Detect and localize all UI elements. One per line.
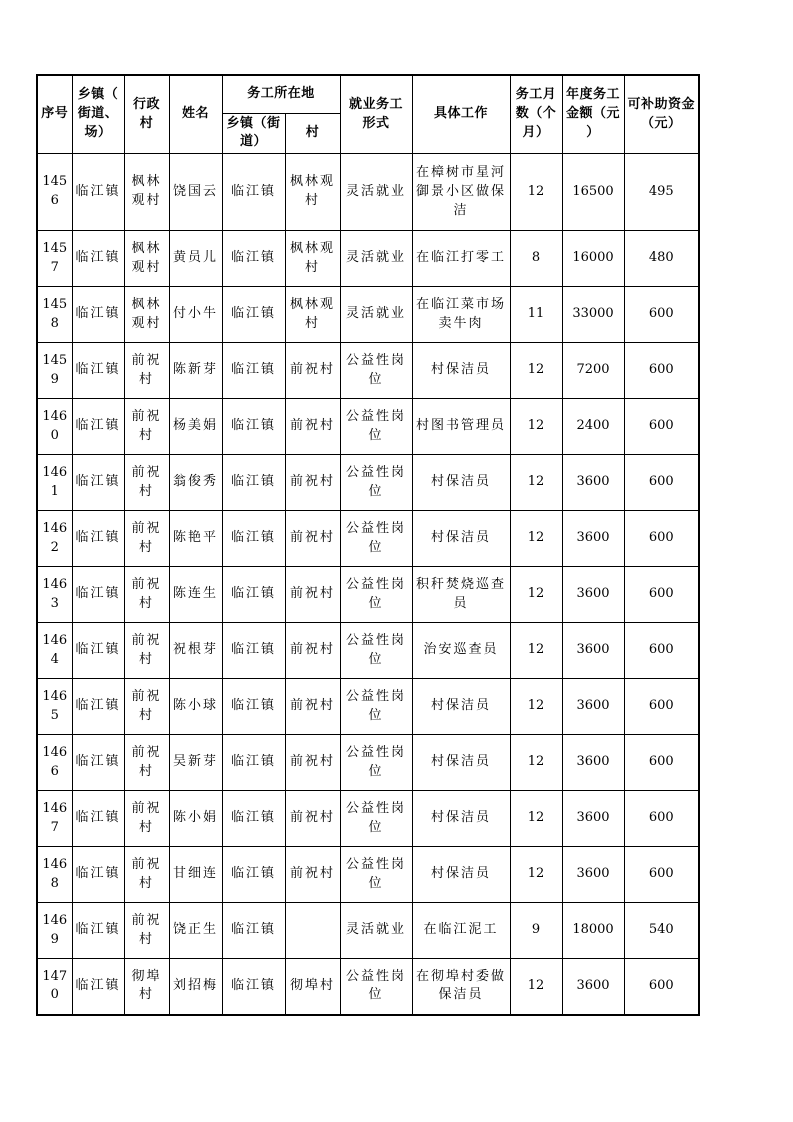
cell-name: 杨美娟 (169, 399, 222, 455)
cell-employment-type: 公益性岗位 (340, 343, 412, 399)
cell-subsidy: 600 (624, 567, 699, 623)
cell-work-village: 枫林观村 (285, 231, 340, 287)
cell-township: 临江镇 (72, 903, 124, 959)
cell-job: 在临江打零工 (412, 231, 510, 287)
cell-subsidy: 600 (624, 679, 699, 735)
cell-work-township: 临江镇 (222, 735, 285, 791)
cell-serial: 1467 (37, 791, 72, 847)
cell-work-village: 前祝村 (285, 567, 340, 623)
cell-work-village: 前祝村 (285, 511, 340, 567)
cell-months: 11 (510, 287, 562, 343)
header-serial: 序号 (37, 75, 72, 154)
cell-work-township: 临江镇 (222, 959, 285, 1015)
cell-serial: 1462 (37, 511, 72, 567)
cell-work-township: 临江镇 (222, 903, 285, 959)
cell-work-township: 临江镇 (222, 455, 285, 511)
cell-township: 临江镇 (72, 287, 124, 343)
cell-township: 临江镇 (72, 231, 124, 287)
cell-serial: 1458 (37, 287, 72, 343)
cell-job: 在临江菜市场卖牛肉 (412, 287, 510, 343)
cell-admin-village: 前祝村 (124, 791, 169, 847)
cell-work-township: 临江镇 (222, 791, 285, 847)
cell-township: 临江镇 (72, 735, 124, 791)
table-row (37, 567, 699, 623)
cell-name: 陈小球 (169, 679, 222, 735)
cell-job: 在彻埠村委做保洁员 (412, 959, 510, 1015)
cell-admin-village: 前祝村 (124, 847, 169, 903)
cell-serial: 1456 (37, 154, 72, 231)
cell-months: 12 (510, 511, 562, 567)
cell-work-township: 临江镇 (222, 154, 285, 231)
cell-admin-village: 前祝村 (124, 455, 169, 511)
cell-work-township: 临江镇 (222, 399, 285, 455)
table-body (37, 154, 699, 1015)
table-row (37, 959, 699, 1015)
cell-admin-village: 枫林观村 (124, 287, 169, 343)
table-row (37, 679, 699, 735)
cell-job: 在临江泥工 (412, 903, 510, 959)
cell-admin-village: 前祝村 (124, 903, 169, 959)
cell-work-village: 前祝村 (285, 399, 340, 455)
header-work-location: 务工所在地 (222, 75, 340, 113)
cell-annual-amount: 3600 (562, 679, 624, 735)
cell-annual-amount: 3600 (562, 847, 624, 903)
cell-admin-village: 彻埠村 (124, 959, 169, 1015)
cell-annual-amount: 2400 (562, 399, 624, 455)
cell-job: 村保洁员 (412, 343, 510, 399)
cell-work-township: 临江镇 (222, 679, 285, 735)
cell-township: 临江镇 (72, 959, 124, 1015)
cell-work-village (285, 903, 340, 959)
cell-job: 村保洁员 (412, 679, 510, 735)
cell-employment-type: 公益性岗位 (340, 623, 412, 679)
cell-months: 12 (510, 847, 562, 903)
header-annual-amount: 年度务工金额（元） (562, 75, 624, 154)
cell-work-township: 临江镇 (222, 567, 285, 623)
cell-employment-type: 公益性岗位 (340, 735, 412, 791)
cell-township: 临江镇 (72, 623, 124, 679)
cell-annual-amount: 3600 (562, 511, 624, 567)
cell-employment-type: 公益性岗位 (340, 847, 412, 903)
cell-work-village: 前祝村 (285, 623, 340, 679)
cell-serial: 1459 (37, 343, 72, 399)
table-row (37, 623, 699, 679)
header-name: 姓名 (169, 75, 222, 154)
table-header (37, 75, 699, 154)
cell-annual-amount: 16000 (562, 231, 624, 287)
cell-subsidy: 495 (624, 154, 699, 231)
cell-subsidy: 600 (624, 735, 699, 791)
cell-work-township: 临江镇 (222, 231, 285, 287)
header-work-township: 乡镇（街道） (222, 113, 285, 154)
cell-name: 陈连生 (169, 567, 222, 623)
table-row (37, 455, 699, 511)
cell-months: 12 (510, 735, 562, 791)
cell-township: 临江镇 (72, 343, 124, 399)
cell-work-township: 临江镇 (222, 287, 285, 343)
cell-admin-village: 枫林观村 (124, 154, 169, 231)
cell-annual-amount: 3600 (562, 791, 624, 847)
cell-name: 饶国云 (169, 154, 222, 231)
cell-annual-amount: 3600 (562, 735, 624, 791)
cell-admin-village: 前祝村 (124, 567, 169, 623)
cell-subsidy: 600 (624, 959, 699, 1015)
cell-employment-type: 灵活就业 (340, 154, 412, 231)
cell-months: 9 (510, 903, 562, 959)
cell-name: 祝根芽 (169, 623, 222, 679)
cell-township: 临江镇 (72, 154, 124, 231)
cell-job: 村保洁员 (412, 735, 510, 791)
header-employment-type: 就业务工形式 (340, 75, 412, 154)
cell-serial: 1461 (37, 455, 72, 511)
cell-work-village: 前祝村 (285, 343, 340, 399)
cell-name: 黄员儿 (169, 231, 222, 287)
cell-work-village: 前祝村 (285, 791, 340, 847)
cell-admin-village: 前祝村 (124, 679, 169, 735)
cell-township: 临江镇 (72, 399, 124, 455)
cell-work-village: 前祝村 (285, 735, 340, 791)
cell-work-township: 临江镇 (222, 343, 285, 399)
cell-work-village: 彻埠村 (285, 959, 340, 1015)
header-township: 乡镇（街道、场） (72, 75, 124, 154)
cell-township: 临江镇 (72, 455, 124, 511)
cell-admin-village: 前祝村 (124, 735, 169, 791)
header-admin-village: 行政村 (124, 75, 169, 154)
cell-subsidy: 600 (624, 847, 699, 903)
table-row (37, 511, 699, 567)
cell-subsidy: 480 (624, 231, 699, 287)
cell-serial: 1460 (37, 399, 72, 455)
cell-township: 临江镇 (72, 679, 124, 735)
cell-work-township: 临江镇 (222, 511, 285, 567)
cell-name: 吴新芽 (169, 735, 222, 791)
header-job: 具体工作 (412, 75, 510, 154)
cell-work-village: 前祝村 (285, 455, 340, 511)
table-row (37, 287, 699, 343)
cell-annual-amount: 3600 (562, 455, 624, 511)
cell-name: 陈新芽 (169, 343, 222, 399)
cell-employment-type: 公益性岗位 (340, 399, 412, 455)
cell-employment-type: 公益性岗位 (340, 679, 412, 735)
cell-employment-type: 灵活就业 (340, 287, 412, 343)
cell-admin-village: 枫林观村 (124, 231, 169, 287)
cell-employment-type: 公益性岗位 (340, 455, 412, 511)
cell-township: 临江镇 (72, 511, 124, 567)
cell-serial: 1470 (37, 959, 72, 1015)
cell-annual-amount: 18000 (562, 903, 624, 959)
cell-employment-type: 公益性岗位 (340, 567, 412, 623)
cell-township: 临江镇 (72, 791, 124, 847)
cell-months: 12 (510, 455, 562, 511)
cell-subsidy: 600 (624, 791, 699, 847)
cell-job: 村保洁员 (412, 791, 510, 847)
cell-annual-amount: 16500 (562, 154, 624, 231)
cell-serial: 1468 (37, 847, 72, 903)
cell-name: 翁俊秀 (169, 455, 222, 511)
table-row (37, 903, 699, 959)
cell-work-village: 前祝村 (285, 679, 340, 735)
cell-township: 临江镇 (72, 847, 124, 903)
cell-months: 12 (510, 399, 562, 455)
table-row (37, 231, 699, 287)
cell-subsidy: 540 (624, 903, 699, 959)
cell-admin-village: 前祝村 (124, 511, 169, 567)
cell-months: 12 (510, 567, 562, 623)
cell-job: 村保洁员 (412, 847, 510, 903)
cell-annual-amount: 33000 (562, 287, 624, 343)
table-row (37, 735, 699, 791)
table-row (37, 154, 699, 231)
cell-work-township: 临江镇 (222, 623, 285, 679)
cell-annual-amount: 3600 (562, 567, 624, 623)
cell-annual-amount: 3600 (562, 623, 624, 679)
cell-employment-type: 灵活就业 (340, 231, 412, 287)
cell-employment-type: 公益性岗位 (340, 959, 412, 1015)
cell-job: 在樟树市星河御景小区做保洁 (412, 154, 510, 231)
table-row (37, 791, 699, 847)
cell-months: 12 (510, 623, 562, 679)
cell-work-village: 枫林观村 (285, 154, 340, 231)
cell-admin-village: 前祝村 (124, 399, 169, 455)
cell-name: 陈艳平 (169, 511, 222, 567)
cell-work-village: 枫林观村 (285, 287, 340, 343)
cell-serial: 1464 (37, 623, 72, 679)
subsidy-table (36, 74, 700, 1016)
cell-months: 8 (510, 231, 562, 287)
cell-employment-type: 公益性岗位 (340, 791, 412, 847)
cell-serial: 1466 (37, 735, 72, 791)
cell-work-village: 前祝村 (285, 847, 340, 903)
cell-work-township: 临江镇 (222, 847, 285, 903)
header-months: 务工月数（个月） (510, 75, 562, 154)
cell-job: 村保洁员 (412, 511, 510, 567)
cell-subsidy: 600 (624, 343, 699, 399)
cell-subsidy: 600 (624, 399, 699, 455)
table-row (37, 399, 699, 455)
cell-subsidy: 600 (624, 511, 699, 567)
cell-months: 12 (510, 679, 562, 735)
cell-employment-type: 灵活就业 (340, 903, 412, 959)
cell-employment-type: 公益性岗位 (340, 511, 412, 567)
cell-name: 甘细连 (169, 847, 222, 903)
cell-annual-amount: 7200 (562, 343, 624, 399)
cell-serial: 1457 (37, 231, 72, 287)
cell-annual-amount: 3600 (562, 959, 624, 1015)
cell-subsidy: 600 (624, 455, 699, 511)
cell-serial: 1469 (37, 903, 72, 959)
header-subsidy: 可补助资金（元） (624, 75, 699, 154)
cell-job: 村图书管理员 (412, 399, 510, 455)
cell-job: 积秆焚烧巡查员 (412, 567, 510, 623)
header-work-village: 村 (285, 113, 340, 154)
cell-name: 饶正生 (169, 903, 222, 959)
cell-name: 陈小娟 (169, 791, 222, 847)
cell-serial: 1465 (37, 679, 72, 735)
table-row (37, 343, 699, 399)
cell-serial: 1463 (37, 567, 72, 623)
table-row (37, 847, 699, 903)
cell-township: 临江镇 (72, 567, 124, 623)
cell-months: 12 (510, 343, 562, 399)
cell-name: 刘招梅 (169, 959, 222, 1015)
cell-months: 12 (510, 791, 562, 847)
cell-months: 12 (510, 154, 562, 231)
cell-subsidy: 600 (624, 287, 699, 343)
cell-admin-village: 前祝村 (124, 623, 169, 679)
cell-months: 12 (510, 959, 562, 1015)
cell-job: 治安巡查员 (412, 623, 510, 679)
cell-subsidy: 600 (624, 623, 699, 679)
cell-name: 付小牛 (169, 287, 222, 343)
cell-job: 村保洁员 (412, 455, 510, 511)
cell-admin-village: 前祝村 (124, 343, 169, 399)
